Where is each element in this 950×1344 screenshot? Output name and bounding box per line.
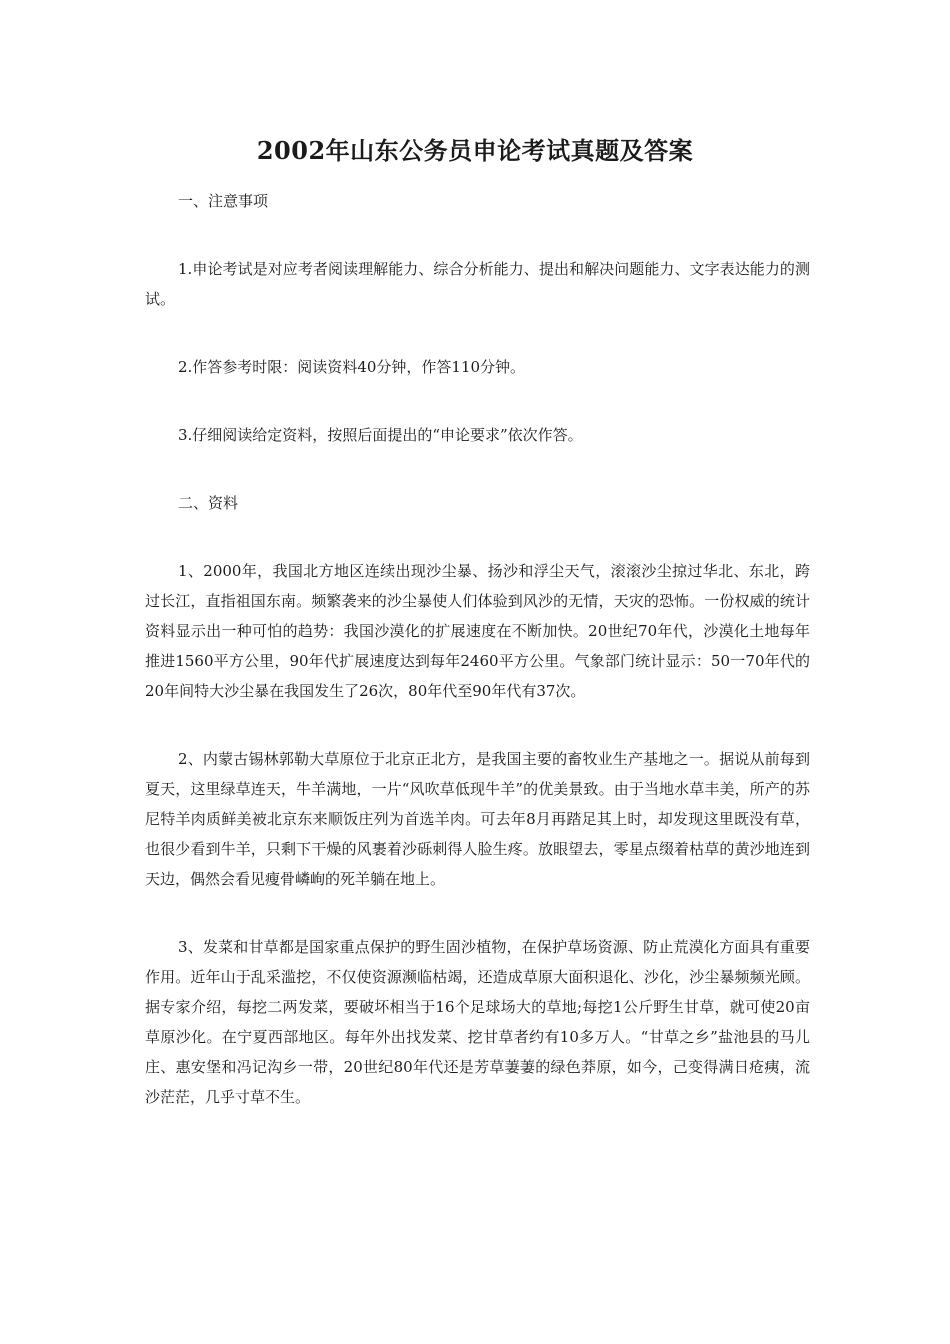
section-heading-notes: 一、注意事项 [178,192,269,210]
material-paragraph-2: 2、内蒙古锡林郭勒大草原位于北京正北方，是我国主要的畜牧业生产基地之一。据说从前每到夏天，这里绿草连天，牛羊满地，一片“风吹草低现牛羊”的优美景致。由于当地水草丰美，所产的苏尼特羊肉质鲜美被北京东来顺饭庄列为首选羊肉。可去年8月再踏足其上时，却发现这里既没有草，也很少看到牛羊，只剩下干燥的风裹着沙砾刺得人脸生疼。放眼望去，零星点缀着枯草的黄沙地连到天边，偶然会看见瘦骨嶙峋的死羊躺在地上。 [145,750,810,888]
document-body [145,186,810,1112]
notes-paragraph-3: 3.仔细阅读给定资料，按照后面提出的“申论要求”依次作答。 [178,426,583,444]
document-title: 2002年山东公务员申论考试真题及答案 [256,136,694,165]
section-heading-materials: 二、资料 [178,494,239,512]
material-paragraph-3: 3、发菜和甘草都是国家重点保护的野生固沙植物，在保护草场资源、防止荒漠化方面具有重要作用。近年山于乱采滥挖，不仅使资源濒临枯竭，还造成草原大面积退化、沙化，沙尘暴频频光顾。据专家介绍，每挖二两发菜，要破坏相当于16个足球场大的草地;每挖1公斤野生甘草，就可使20亩草原沙化。在宁夏西部地区。每年外出找发菜、挖甘草者约有10多万人。“甘草之乡”盐池县的马儿庄、惠安堡和冯记沟乡一带，20世纪80年代还是芳草萋萋的绿色莽原，如今，己变得满日疮痍，流沙茫茫，几乎寸草不生。 [145,938,810,1106]
material-paragraph-1: 1、2000年，我国北方地区连续出现沙尘暴、扬沙和浮尘天气，滚滚沙尘掠过华北、东北，跨过长江，直指祖国东南。频繁袭来的沙尘暴使人们体验到风沙的无情，天灾的恐怖。一份权威的统计资料显示出一种可怕的趋势：我国沙漠化的扩展速度在不断加快。20世纪70年代，沙漠化土地每年推进1560平方公里，90年代扩展速度达到每年2460平方公里。气象部门统计显示：50一70年代的20年间特大沙尘暴在我国发生了26次，80年代至90年代有37次。 [145,562,810,700]
notes-paragraph-2: 2.作答参考时限：阅读资料40分钟，作答110分钟。 [178,358,526,376]
notes-paragraph-1: 1.申论考试是对应考者阅读理解能力、综合分析能力、提出和解决问题能力、文字表达能力的测试。 [145,260,810,308]
